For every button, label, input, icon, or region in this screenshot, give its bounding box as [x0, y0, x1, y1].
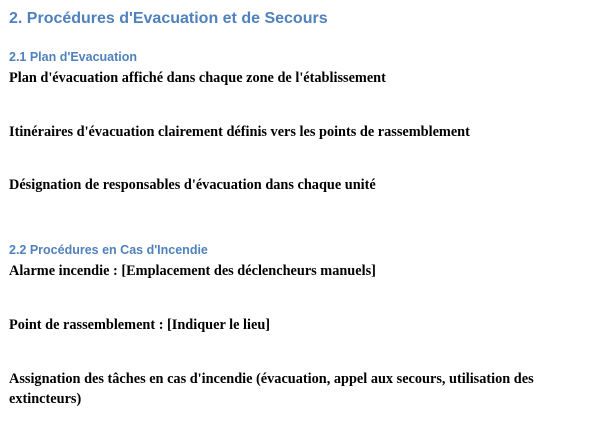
subsection-heading-fire-procedures: 2.2 Procédures en Cas d'Incendie: [9, 243, 208, 257]
evacuation-plan-item-3: Désignation de responsables d'évacuation dans chaque unité: [9, 177, 376, 193]
evacuation-plan-item-1: Plan d'évacuation affiché dans chaque zone de l'établissement: [9, 70, 386, 86]
fire-procedures-item-3: Assignation des tâches en cas d'incendie (évacuation, appel aux secours, utilisation des extincteurs): [9, 371, 534, 407]
fire-procedures-item-2: Point de rassemblement : [Indiquer le lieu]: [9, 317, 271, 333]
evacuation-plan-item-2: Itinéraires d'évacuation clairement définis vers les points de rassemblement: [9, 124, 470, 140]
section-title: 2. Procédures d'Evacuation et de Secours: [9, 10, 328, 27]
fire-procedures-item-1: Alarme incendie : [Emplacement des déclencheurs manuels]: [9, 263, 376, 279]
subsection-heading-evacuation-plan: 2.1 Plan d'Evacuation: [9, 50, 138, 64]
